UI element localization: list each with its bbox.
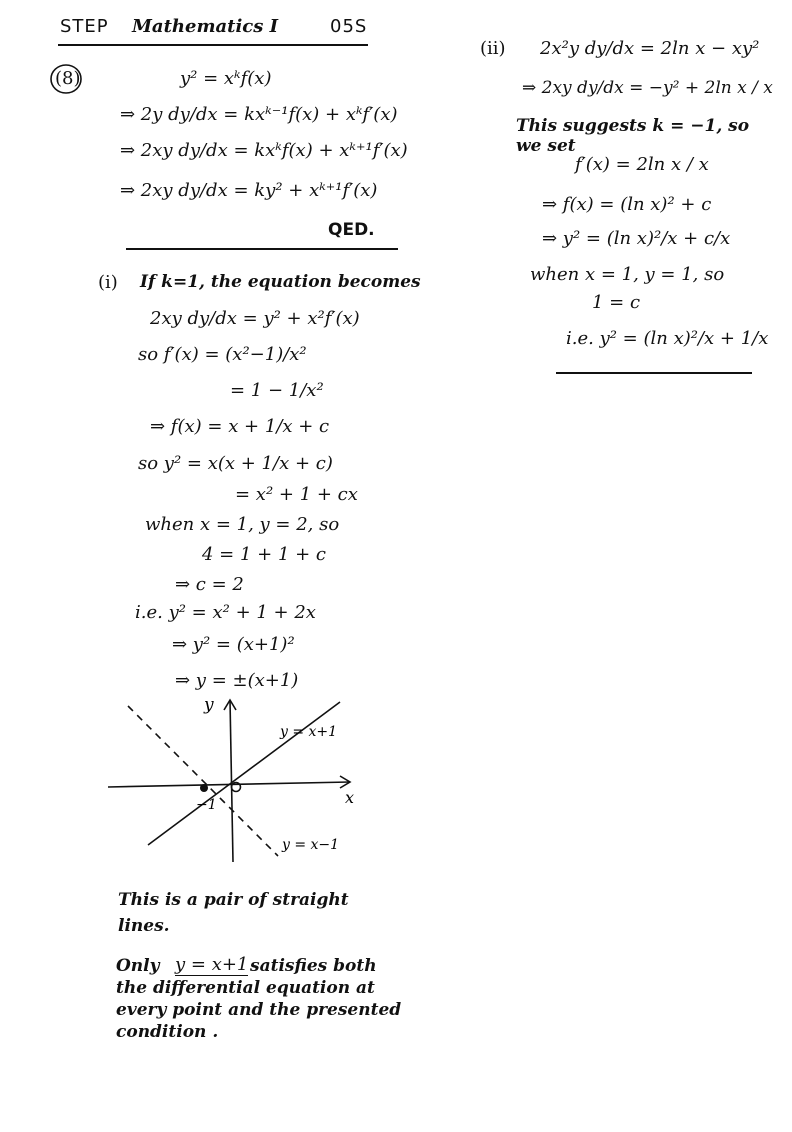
section-divider-2	[556, 372, 752, 374]
intro-line-4: ⇒ 2xy dy/dx = ky² + xᵏ⁺¹f′(x)	[120, 180, 378, 201]
part-i-line-5: so y² = x(x + 1/x + c)	[138, 453, 333, 474]
part-i-line-7: when x = 1, y = 2, so	[145, 514, 340, 535]
part-i-line-2: so f′(x) = (x²−1)/x²	[138, 344, 307, 365]
question-number: (8)	[55, 68, 81, 89]
part-i-line-11: ⇒ y² = (x+1)²	[172, 634, 295, 655]
conclusion-line-1: This is a pair of straight	[118, 890, 349, 910]
tick-label-neg1: −1	[196, 797, 217, 813]
section-divider-1	[126, 248, 398, 250]
part-i-label: (i)	[98, 272, 118, 293]
part-ii-line-4: we set	[516, 136, 576, 156]
intro-line-3: ⇒ 2xy dy/dx = kxᵏf(x) + xᵏ⁺¹f′(x)	[120, 140, 408, 161]
line2-label: y = x−1	[282, 837, 340, 853]
header-year: 05S	[330, 16, 368, 37]
part-i-line-10: i.e. y² = x² + 1 + 2x	[135, 602, 316, 623]
point-neg1	[200, 784, 208, 792]
part-ii-line-10: i.e. y² = (ln x)²/x + 1/x	[566, 328, 769, 349]
final-note-prefix: Only	[116, 956, 160, 976]
qed-mark: QED.	[328, 220, 375, 240]
part-ii-line-5: f′(x) = 2ln x / x	[575, 154, 709, 175]
final-note-line-2: the differential equation at	[116, 978, 375, 998]
y-axis	[230, 700, 233, 862]
part-i-line-4: ⇒ f(x) = x + 1/x + c	[150, 416, 330, 437]
part-i-line-9: ⇒ c = 2	[175, 574, 244, 595]
sketch-graph	[100, 690, 380, 870]
part-i-line-6: = x² + 1 + cx	[235, 484, 358, 505]
final-note-line-4: condition .	[116, 1022, 219, 1042]
question-number-circle	[48, 62, 84, 96]
intro-line-1: y² = xᵏf(x)	[180, 68, 272, 89]
conclusion-line-2: lines.	[118, 916, 170, 936]
y-axis-label: y	[204, 695, 214, 715]
line-y-equals-x-minus-1	[128, 706, 278, 856]
part-i-intro: If k=1, the equation becomes	[140, 272, 421, 292]
part-ii-line-6: ⇒ f(x) = (ln x)² + c	[542, 194, 712, 215]
part-ii-line-7: ⇒ y² = (ln x)²/x + c/x	[542, 228, 731, 249]
part-i-line-12: ⇒ y = ±(x+1)	[175, 670, 299, 691]
final-note-line-3: every point and the presented	[116, 1000, 402, 1020]
part-ii-label: (ii)	[480, 38, 506, 59]
intro-line-2: ⇒ 2y dy/dx = kxᵏ⁻¹f(x) + xᵏf′(x)	[120, 104, 398, 125]
header-subject: Mathematics I	[132, 16, 279, 37]
line1-label: y = x+1	[280, 724, 338, 740]
part-i-line-8: 4 = 1 + 1 + c	[202, 544, 327, 565]
part-ii-line-3: This suggests k = −1, so	[516, 116, 750, 136]
part-ii-line-9: 1 = c	[592, 292, 641, 313]
header-underline	[58, 44, 368, 46]
x-axis-label: x	[345, 788, 355, 807]
header-step: STEP	[60, 16, 109, 37]
part-i-line-1: 2xy dy/dx = y² + x²f′(x)	[150, 308, 360, 329]
final-note-highlight: y = x+1	[175, 954, 249, 975]
part-ii-line-8: when x = 1, y = 1, so	[530, 264, 725, 285]
part-i-line-3: = 1 − 1/x²	[230, 380, 324, 401]
final-note-line-1: satisfies both	[250, 956, 377, 976]
part-ii-line-2: ⇒ 2xy dy/dx = −y² + 2ln x / x	[522, 78, 773, 98]
part-ii-line-1: 2x²y dy/dx = 2ln x − xy²	[540, 38, 760, 59]
